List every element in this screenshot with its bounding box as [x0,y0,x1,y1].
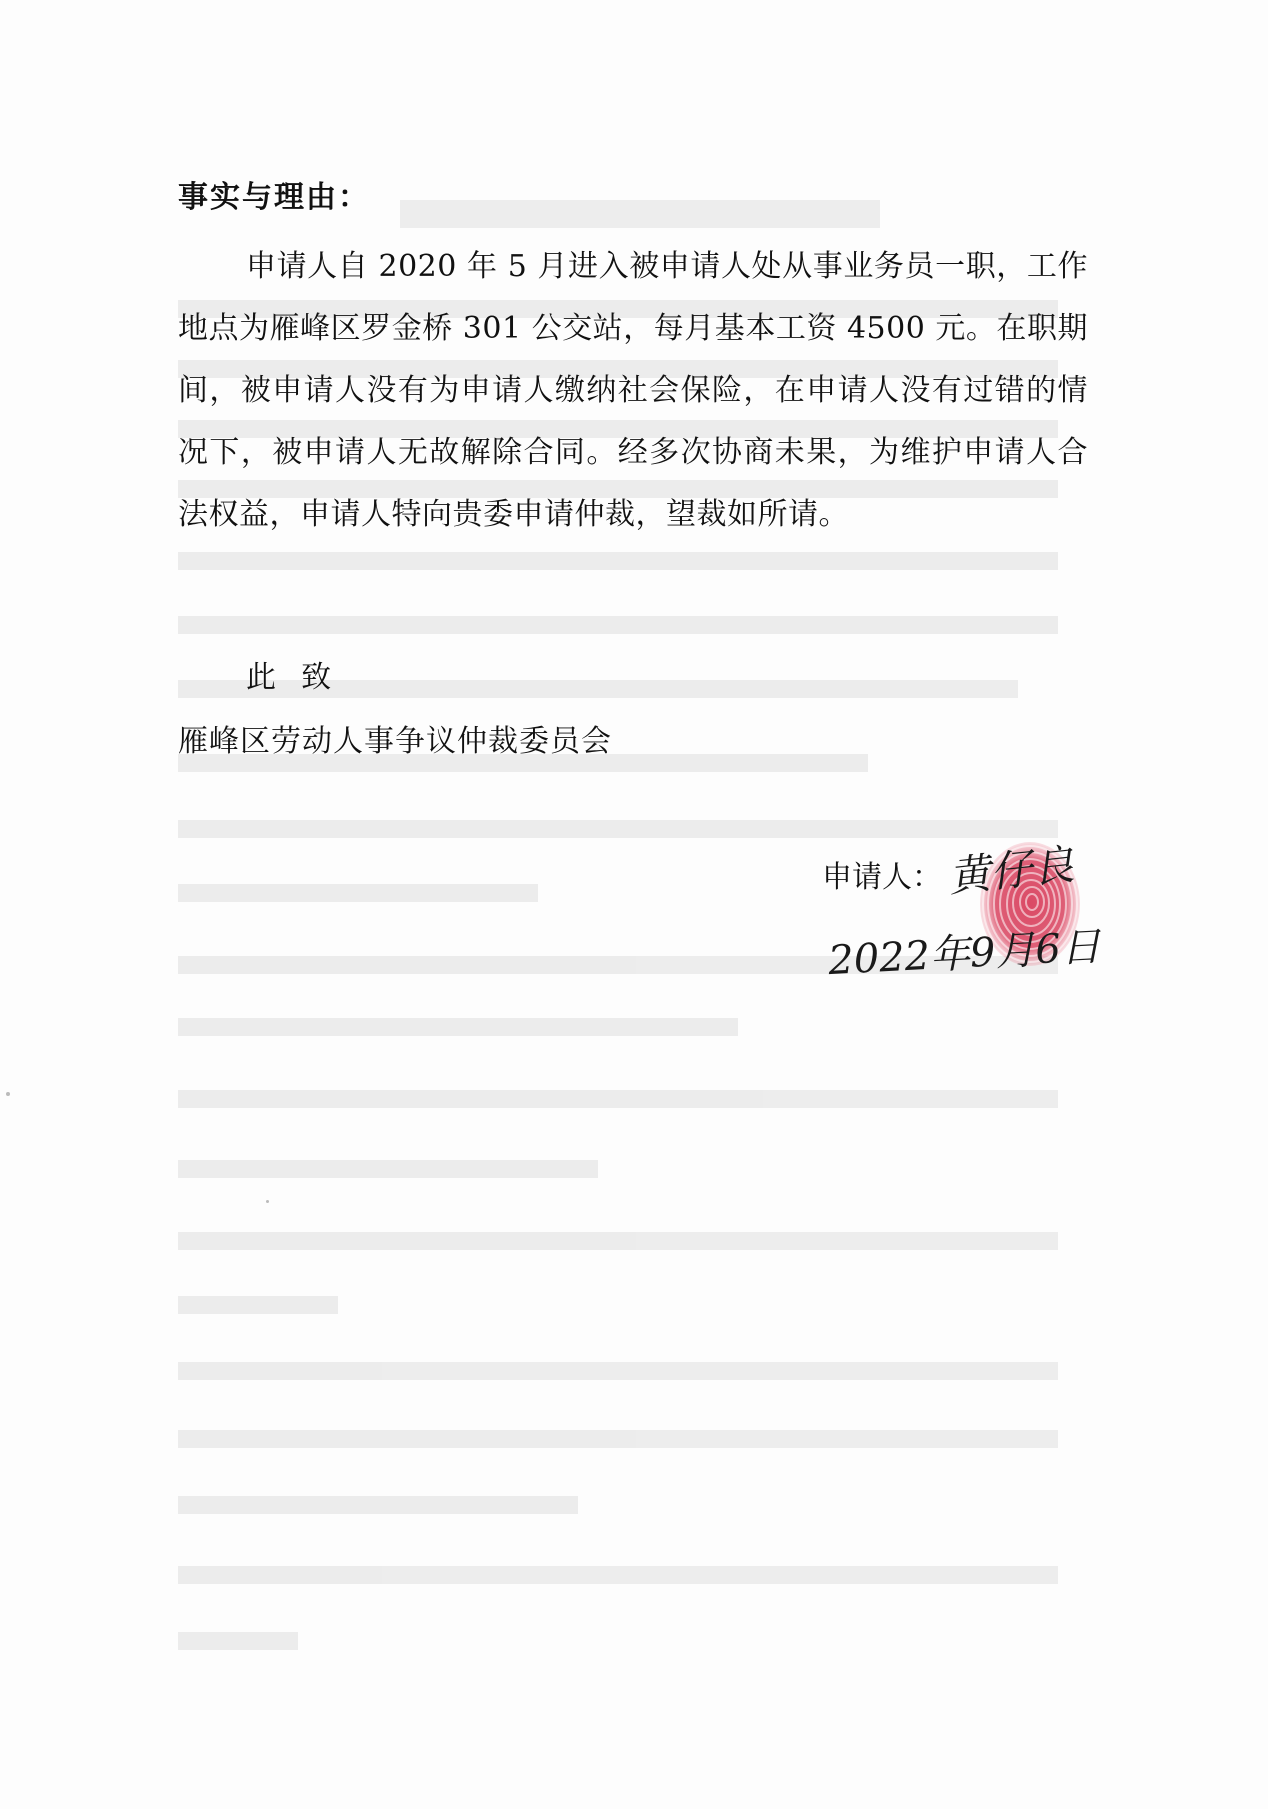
handwritten-signature: 黄仔良 [946,839,1077,902]
facts-paragraph: 申请人自 2020 年 5 月进入被申请人处从事业务员一职，工作地点为雁峰区罗金桥 301 公交站，每月基本工资 4500 元。在职期间，被申请人没有为申请人缴纳社会保险，在申请人没有过错的情况下，被申请人无故解除合同。经多次协商未果，为维护申请人合法权益，申请人特向贵委申请仲裁，望裁如所请。 [178,249,1088,532]
applicant-label: 申请人： [822,860,942,895]
closing-salutation: 此 致 [246,660,334,695]
handwritten-date: 2022年9月6日 [827,923,1102,985]
scan-speck [6,1092,10,1096]
section-heading: 事实与理由： [178,180,370,215]
scan-speck [266,1200,269,1203]
recipient-name: 雁峰区劳动人事争议仲裁委员会 [178,724,612,759]
